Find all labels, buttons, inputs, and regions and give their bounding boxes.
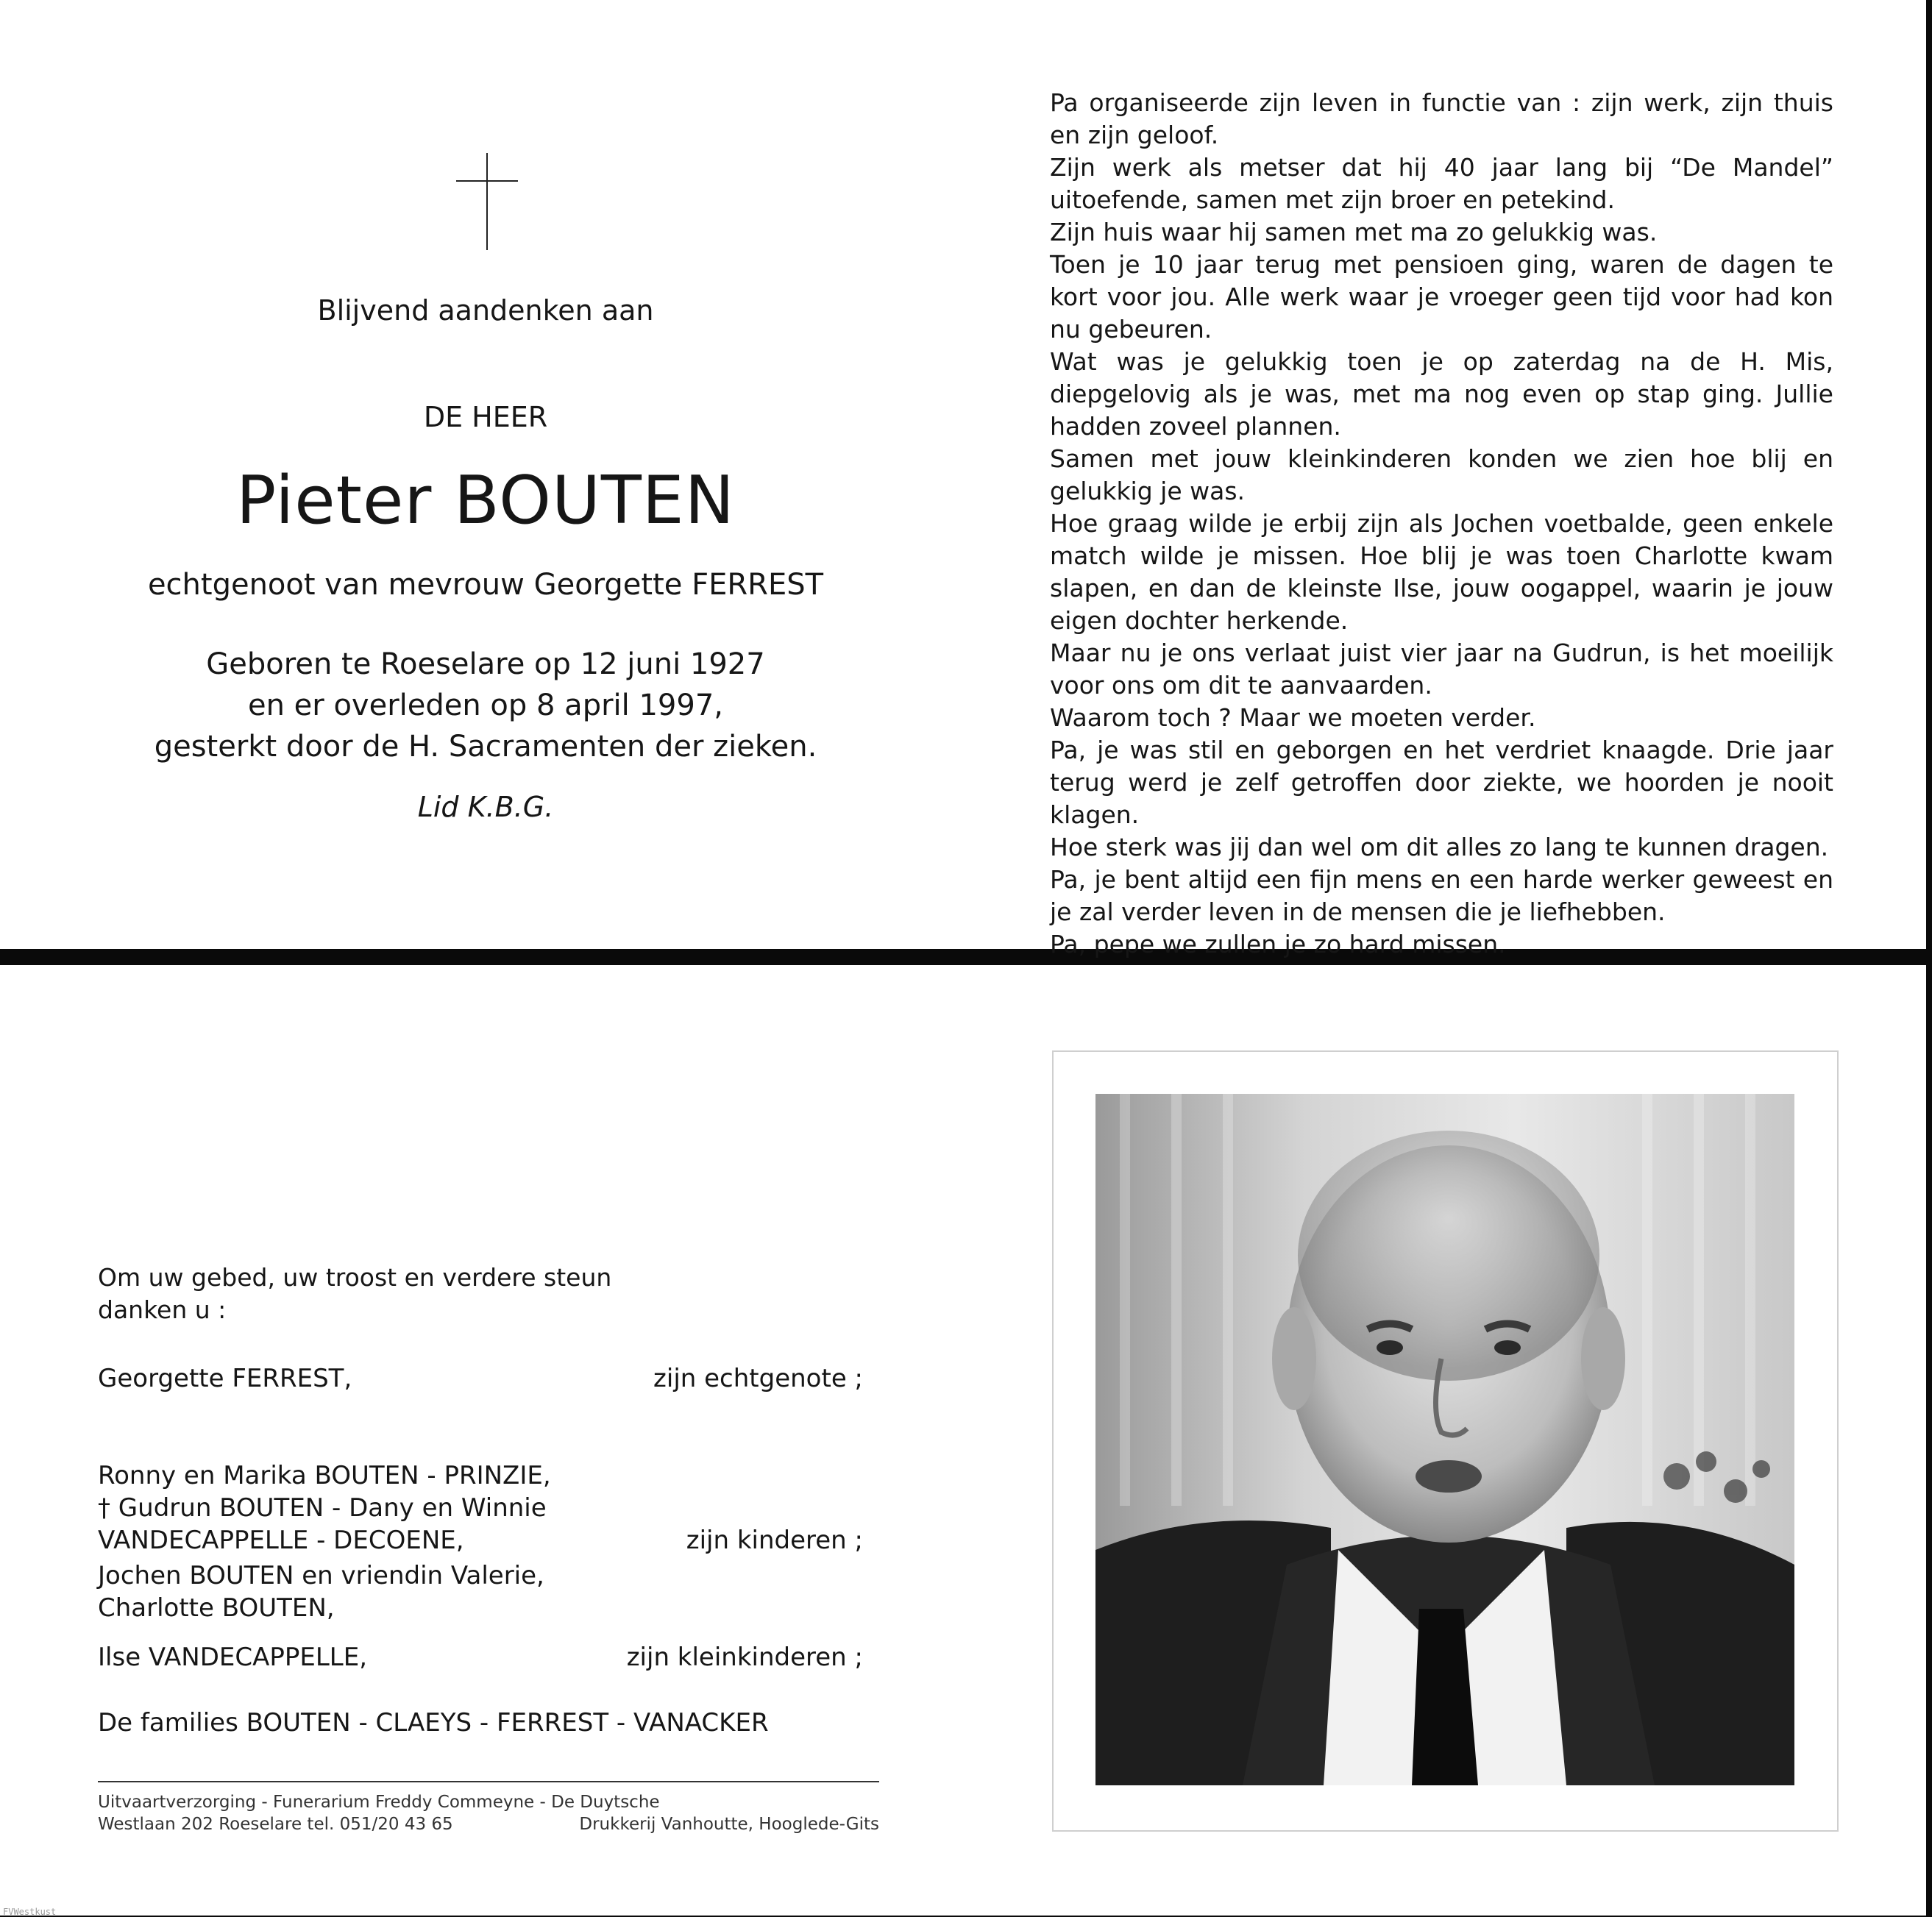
printer-credit: Drukkerij Vanhoutte, Hooglede-Gits	[579, 1815, 879, 1834]
family-names: Ronny en Marika BOUTEN - PRINZIE,	[98, 1461, 551, 1490]
tribute-paragraph: Hoe sterk was jij dan wel om dit alles zo lang te kunnen dragen.	[1050, 833, 1829, 861]
sacraments-line: gesterkt door de H. Sacramenten der zieken.	[154, 730, 817, 764]
tribute-paragraph: Pa organiseerde zijn leven in functie van : zijn werk, zijn thuis en zijn geloof.	[1050, 88, 1833, 149]
tribute-paragraph: Hoe graag wilde je erbij zijn als Jochen voetbalde, geen enkele match wilde je missen. Hoe blij je was toen Charlotte kwam slapen, en dan de kleinste Ilse, jouw oogappel, waarin je jouw eigen dochter herkende.	[1050, 509, 1833, 635]
family-row-families	[98, 1707, 863, 1739]
thanks-intro-line: Om uw gebed, uw troost en verdere steun	[98, 1263, 612, 1292]
footer-line: Westlaan 202 Roeselare tel. 051/20 43 65	[98, 1815, 453, 1834]
salutation: DE HEER	[423, 401, 548, 433]
portrait-illustration	[1095, 1094, 1794, 1785]
tribute-paragraph: Zijn huis waar hij samen met ma zo gelukkig was.	[1050, 218, 1658, 246]
tribute-paragraph: Zijn werk als metser dat hij 40 jaar lang bij “De Mandel” uitoefende, samen met zijn broer en petekind.	[1050, 153, 1833, 214]
spouse-line: echtgenoot van mevrouw Georgette FERREST	[147, 568, 824, 602]
footer	[98, 1791, 879, 1835]
family-names: De families BOUTEN - CLAEYS - FERREST - VANACKER	[98, 1708, 769, 1738]
thanks-intro-line: danken u :	[98, 1295, 227, 1324]
portrait-photo	[1095, 1094, 1794, 1785]
footer-line: Uitvaartverzorging - Funerarium Freddy Commeyne - De Duytsche	[98, 1793, 660, 1812]
family-row-grandchildren-a	[98, 1559, 863, 1624]
family-names: Georgette FERREST,	[98, 1364, 352, 1393]
tribute-paragraph: Waarom toch ? Maar we moeten verder.	[1050, 703, 1536, 732]
tribute-paragraph: Maar nu je ons verlaat juist vier jaar na Gudrun, is het moeilijk voor ons om dit te aanvaarden.	[1050, 639, 1833, 700]
tribute-paragraph: Toen je 10 jaar terug met pensioen ging, waren de dagen te kort voor jou. Alle werk waar je vroeger geen tijd voor had kon nu gebeuren.	[1050, 250, 1833, 344]
death-line: en er overleden op 8 april 1997,	[248, 689, 723, 722]
tribute-paragraph: Pa, je was stil en geborgen en het verdriet knaagde. Drie jaar terug werd je zelf getroffen door ziekte, we hoorden je nooit klagen.	[1050, 736, 1833, 829]
family-relation: zijn echtgenote ;	[653, 1364, 863, 1393]
membership-line: Lid K.B.G.	[417, 791, 554, 823]
tribute-paragraph: Pa, pepe we zullen je zo hard missen.	[1050, 930, 1506, 958]
tribute-text	[1050, 87, 1833, 961]
tribute-paragraph: Wat was je gelukkig toen je op zaterdag na de H. Mis, diepgelovig als je was, met ma nog even op stap ging. Jullie hadden zoveel plannen.	[1050, 347, 1833, 441]
photo-frame	[1052, 1050, 1839, 1832]
family-names: † Gudrun BOUTEN - Dany en Winnie	[98, 1493, 547, 1523]
card-front-panel	[0, 0, 1926, 958]
watermark: FVWestkust	[3, 1907, 57, 1917]
family-names: VANDECAPPELLE - DECOENE,	[98, 1526, 464, 1555]
family-row-spouse	[98, 1362, 863, 1395]
family-row-grandchildren-b	[98, 1641, 863, 1674]
family-names: Ilse VANDECAPPELLE,	[98, 1643, 368, 1672]
tribute-paragraph: Samen met jouw kleinkinderen konden we zien hoe blij en gelukkig je was.	[1050, 444, 1833, 505]
family-names: Jochen BOUTEN en vriendin Valerie,	[98, 1561, 544, 1590]
deceased-name: Pieter BOUTEN	[236, 462, 735, 539]
birth-line: Geboren te Roeselare op 12 juni 1927	[206, 647, 765, 681]
family-names: Charlotte BOUTEN,	[98, 1593, 335, 1623]
birth-death-block	[96, 644, 876, 767]
family-relation: zijn kinderen ;	[686, 1526, 863, 1555]
footer-divider	[98, 1781, 879, 1782]
family-relation: zijn kleinkinderen ;	[626, 1643, 863, 1672]
thanks-intro	[98, 1262, 657, 1326]
family-row-children	[98, 1459, 863, 1557]
tribute-paragraph: Pa, je bent altijd een fijn mens en een harde werker geweest en je zal verder leven in de mensen die je liefhebben.	[1050, 865, 1833, 926]
remember-heading: Blijvend aandenken aan	[317, 294, 654, 327]
cross-icon	[456, 153, 518, 250]
